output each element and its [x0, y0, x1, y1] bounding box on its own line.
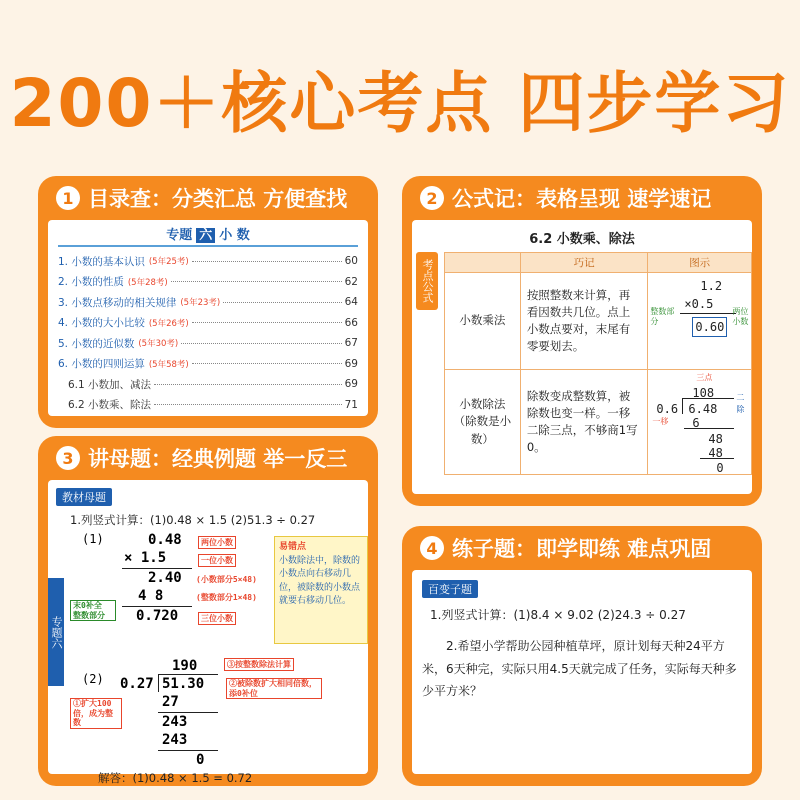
col-header-tip: 巧记 [520, 253, 648, 273]
badge: 百变子题 [422, 580, 478, 598]
answer: 解答：(1)0.48 × 1.5 = 0.72 [98, 771, 253, 785]
question: 1.列竖式计算：(1)0.48 × 1.5 (2)51.3 ÷ 0.27 [70, 513, 316, 527]
practice-panel [412, 570, 752, 774]
side-tab: 专题六 [48, 578, 64, 686]
badge: 教材母题 [56, 488, 112, 506]
card-heading: 目录查：分类汇总 方便查找 [88, 187, 348, 211]
formula-table [444, 252, 752, 475]
toc-item: 5. 小数的近似数 (5年30考) 67 [58, 337, 358, 350]
mul-figure: 1.2 ×0.5 0.60 整数部分 两位小数 [648, 273, 751, 369]
card-catalog [38, 176, 378, 428]
page-title: 200＋核心考点 四步学习 [9, 65, 791, 142]
toc-subitem: 6.1 小数加、减法 69 [68, 378, 358, 391]
row-name: 小数除法（除数是小数） [445, 370, 521, 475]
example-panel: 教材母题 专题六 1.列竖式计算：(1)0.48 × 1.5 (2)51.3 ÷ 0.27 (1) 0.48 × 1.5 2.40 4 8 0.720 两位小数 一位小数 (小数部分5×48) (整数部分1×48) 三位小数 末0补全 整数部分 易错点 小数除法中，除数的小数点向右移动几位，被除数的小数点就要右移动几位。 (2) 190 0.27 51.30 27 243 243 0 ③按整数除法计算 ②被除数扩大相同倍数，添0补位 ①扩大100倍，成为整数 解答：(1)0.48 × 1.5 = 0.72 [48, 480, 368, 774]
card-heading: 讲母题：经典例题 举一反三 [88, 447, 348, 471]
practice-question-2: 2.希望小学帮助公园种植草坪，原计划每天种24平方米，6天种完，实际只用4.5天就完成了任务，实际每天种多少平方米？ [422, 638, 737, 699]
section-title: 6.2 小数乘、除法 [529, 232, 635, 247]
step-number: 2 [420, 186, 444, 210]
toc-item: 3. 小数点移动的相关规律 (5年23考) 64 [58, 296, 358, 309]
toc-title: 专题 六 小 数 [58, 224, 358, 247]
div-figure: 三点 108 0.6 6.48 6 48 48 0 一移 二除 [652, 373, 745, 475]
toc-item: 2. 小数的性质 (5年28考) 62 [58, 275, 358, 289]
toc-item: 4. 小数的大小比较 (5年26考) 66 [58, 316, 358, 330]
formula-tag: 考点公式 [416, 252, 438, 310]
card-practice [402, 526, 762, 786]
col-header-figure: 图示 [648, 253, 752, 273]
card-heading: 公式记：表格呈现 速学速记 [452, 187, 712, 211]
step-number: 1 [56, 186, 80, 210]
row-name: 小数乘法 [445, 273, 521, 370]
toc-list [58, 251, 358, 415]
toc-item: 1. 小数的基本认识 (5年25考) 60 [58, 255, 358, 268]
step-number: 3 [56, 446, 80, 470]
step-number: 4 [420, 536, 444, 560]
card-formula [402, 176, 762, 506]
card-heading: 练子题：即学即练 难点巩固 [452, 537, 712, 561]
row-tip: 除数变成整数算，被除数也变一样。一移二除三点，不够商1写0。 [520, 370, 648, 475]
row-tip: 按照整数来计算，再看因数共几位。点上小数点要对，末尾有零要划去。 [520, 273, 648, 370]
toc-subitem: 6.2 小数乘、除法 71 [68, 398, 358, 412]
formula-panel [412, 220, 752, 494]
toc-panel [48, 220, 368, 416]
practice-question-1: 1.列竖式计算：(1)8.4 × 9.02 (2)24.3 ÷ 0.27 [430, 608, 686, 622]
toc-item: 6. 小数的四则运算 (5年58考) 69 [58, 357, 358, 371]
tip-note: 易错点 小数除法中，除数的小数点向右移动几位，被除数的小数点就要右移动几位。 [274, 536, 368, 644]
card-example [38, 436, 378, 786]
